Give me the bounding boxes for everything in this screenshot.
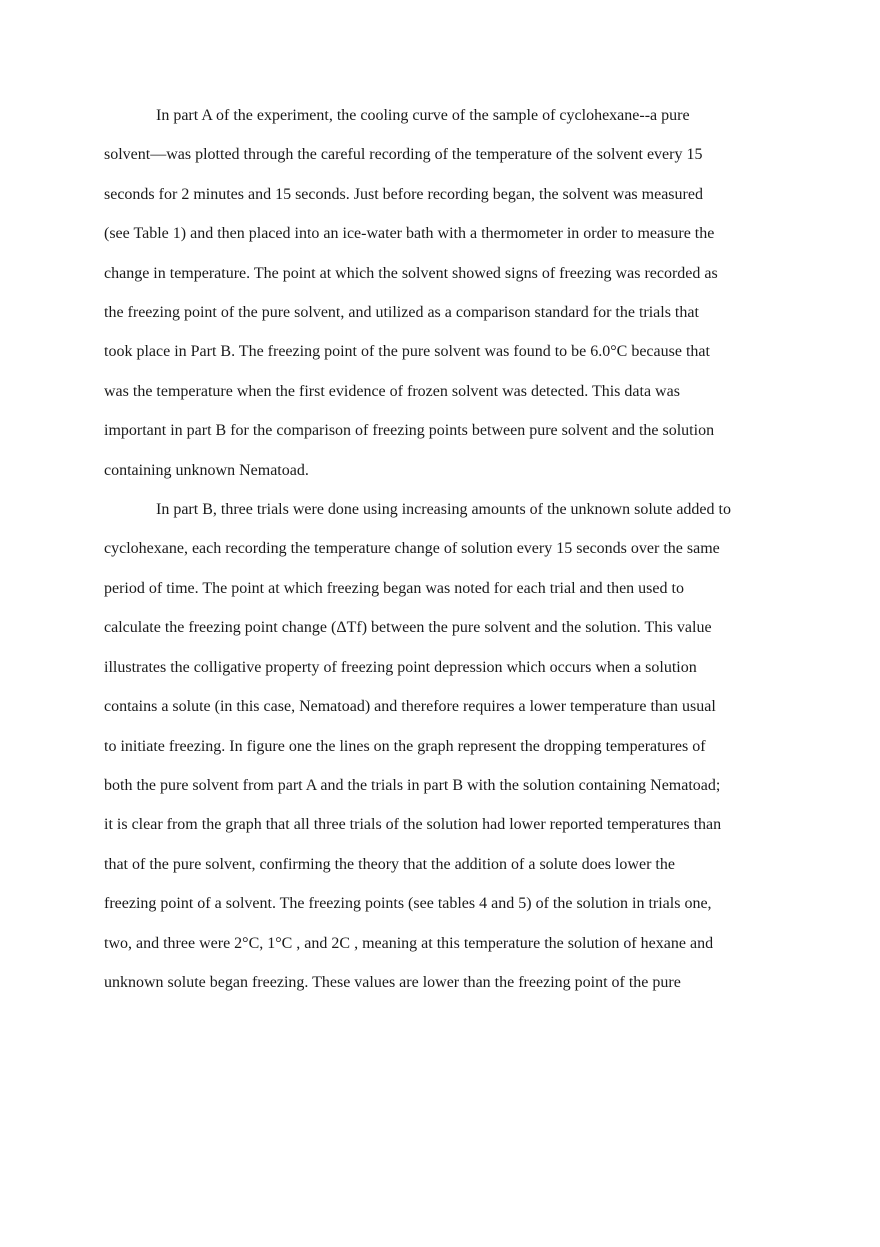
paragraph-part-a	[104, 96, 784, 490]
paragraph-line: the freezing point of the pure solvent, and utilized as a comparison standard for the trials that	[104, 304, 699, 322]
paragraph-line: contains a solute (in this case, Nematoad) and therefore requires a lower temperature than usual	[104, 698, 716, 716]
paragraph-line: was the temperature when the first evidence of frozen solvent was detected. This data was	[104, 382, 680, 400]
paragraph-line: containing unknown Nematoad.	[104, 461, 309, 479]
paragraph-line: (see Table 1) and then placed into an ice-water bath with a thermometer in order to measure the	[104, 225, 715, 243]
paragraph-line: In part A of the experiment, the cooling curve of the sample of cyclohexane--a pure	[156, 107, 690, 124]
document-body	[104, 96, 784, 1002]
paragraph-line: freezing point of a solvent. The freezing points (see tables 4 and 5) of the solution in trials one,	[104, 895, 712, 913]
paragraph-line: important in part B for the comparison of freezing points between pure solvent and the solution	[104, 422, 715, 440]
paragraph-line: to initiate freezing. In figure one the lines on the graph represent the dropping temperatures of	[104, 737, 706, 755]
paragraph-line: took place in Part B. The freezing point of the pure solvent was found to be 6.0°C because that	[104, 343, 710, 361]
paragraph-line: that of the pure solvent, confirming the theory that the addition of a solute does lower the	[104, 855, 675, 873]
paragraph-line: both the pure solvent from part A and the trials in part B with the solution containing Nematoad;	[104, 776, 721, 794]
paragraph-line: In part B, three trials were done using increasing amounts of the unknown solute added to	[156, 501, 731, 519]
paragraph-line: it is clear from the graph that all three trials of the solution had lower reported temperatures than	[104, 816, 722, 834]
paragraph-line: solvent—was plotted through the careful recording of the temperature of the solvent every 15	[104, 146, 703, 164]
paragraph-line: calculate the freezing point change (ΔTf) between the pure solvent and the solution. This value	[104, 619, 712, 637]
paragraph-part-b	[104, 490, 784, 1002]
paragraph-line: cyclohexane, each recording the temperature change of solution every 15 seconds over the same	[104, 540, 720, 558]
paragraph-line: two, and three were 2°C, 1°C , and 2C , meaning at this temperature the solution of hexane and	[104, 934, 714, 952]
paragraph-line: illustrates the colligative property of freezing point depression which occurs when a solution	[104, 658, 697, 676]
paragraph-line: unknown solute began freezing. These values are lower than the freezing point of the pure	[104, 973, 681, 991]
paragraph-line: change in temperature. The point at which the solvent showed signs of freezing was recorded as	[104, 264, 718, 282]
paragraph-line: seconds for 2 minutes and 15 seconds. Just before recording began, the solvent was measured	[104, 185, 703, 203]
paragraph-line: period of time. The point at which freezing began was noted for each trial and then used to	[104, 579, 684, 597]
